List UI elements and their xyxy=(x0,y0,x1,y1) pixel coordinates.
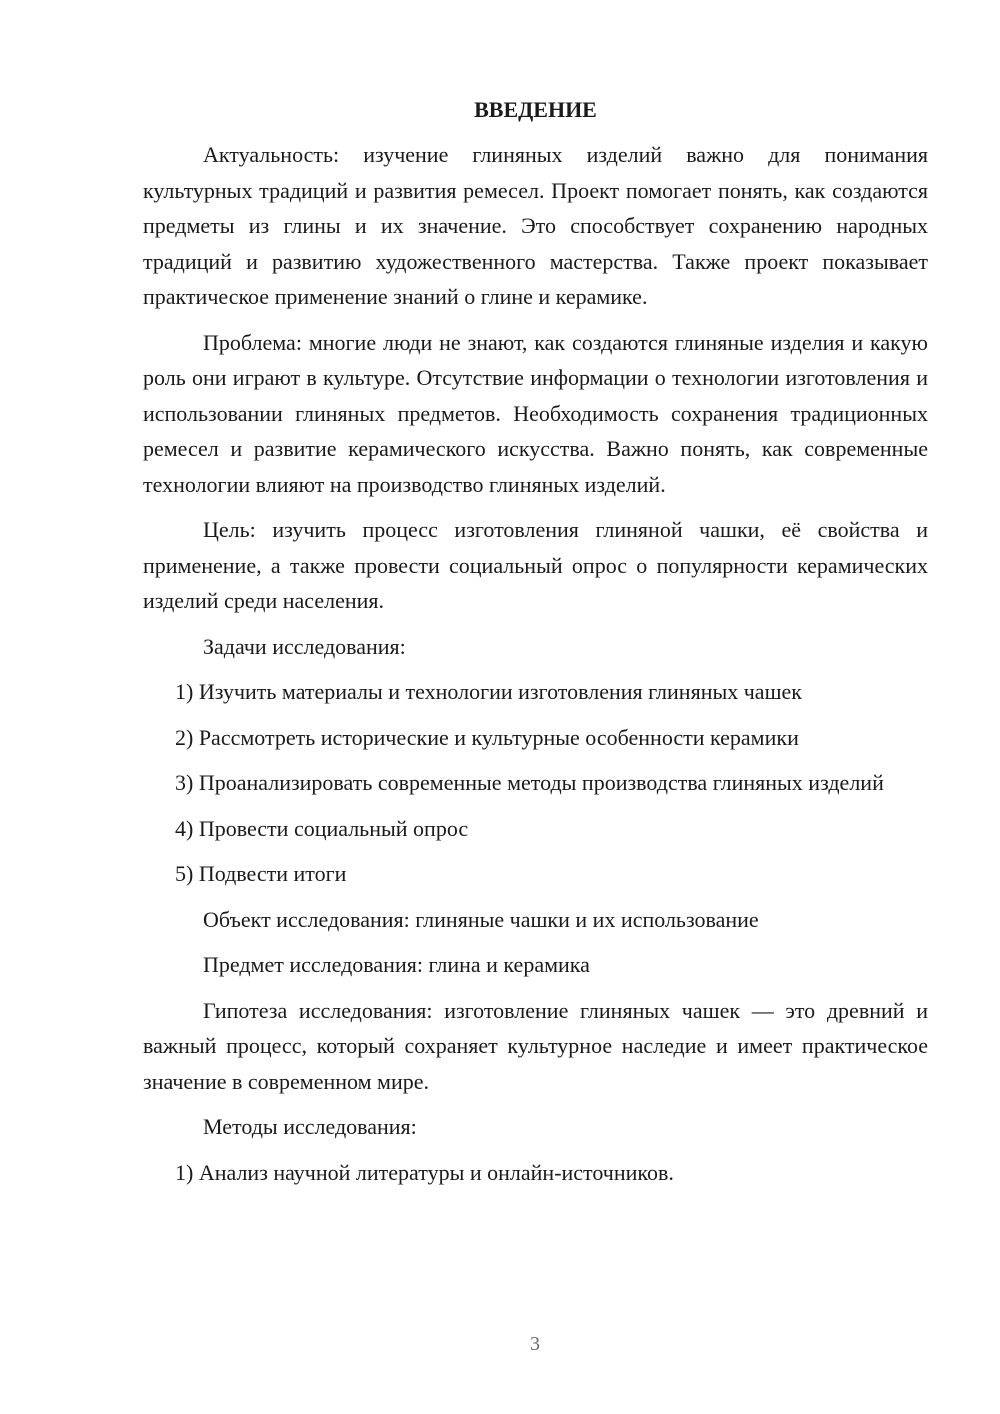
task-item: 1) Изучить материалы и технологии изготовления глиняных чашек xyxy=(175,679,802,704)
task-item: 5) Подвести итоги xyxy=(175,861,347,886)
goal-paragraph: Цель: изучить процесс изготовления глиняной чашки, её свойства и применение, а также провести социальный опрос о популярности керамических изделий среди населения. xyxy=(143,517,928,613)
document-page xyxy=(143,92,928,1200)
page-number: 3 xyxy=(530,1333,540,1355)
hypothesis-paragraph: Гипотеза исследования: изготовление глиняных чашек — это древний и важный процесс, который сохраняет культурное наследие и имеет практическое значение в современном мире. xyxy=(143,997,928,1094)
research-object: Объект исследования: глиняные чашки и их использование xyxy=(203,906,759,932)
research-subject: Предмет исследования: глина и керамика xyxy=(203,952,590,977)
problem-paragraph: Проблема: многие люди не знают, как создаются глиняные изделия и какую роль они играют в культуре. Отсутствие информации о технологии изготовления и использовании глиняных предметов. Необходимость сохранения традиционных ремесел и развитие керамического искусства. Важно понять, как современные технологии влияют на производство глиняных изделий. xyxy=(143,329,928,497)
tasks-heading: Задачи исследования: xyxy=(203,633,406,659)
task-item: 4) Провести социальный опрос xyxy=(175,815,469,841)
methods-heading: Методы исследования: xyxy=(203,1114,417,1139)
section-title: ВВЕДЕНИЕ xyxy=(474,97,597,122)
task-item: 2) Рассмотреть исторические и культурные особенности керамики xyxy=(175,724,799,750)
method-item: 1) Анализ научной литературы и онлайн-источников. xyxy=(175,1159,674,1185)
relevance-paragraph: Актуальность: изучение глиняных изделий важно для понимания культурных традиций и развития ремесел. Проект помогает понять, как создаются предметы из глины и их значение. Это способствует сохранению народных традиций и развитию художественного мастерства. Также проект показывает практическое применение знаний о глине и керамике. xyxy=(143,142,928,309)
task-item: 3) Проанализировать современные методы производства глиняных изделий xyxy=(175,770,884,795)
